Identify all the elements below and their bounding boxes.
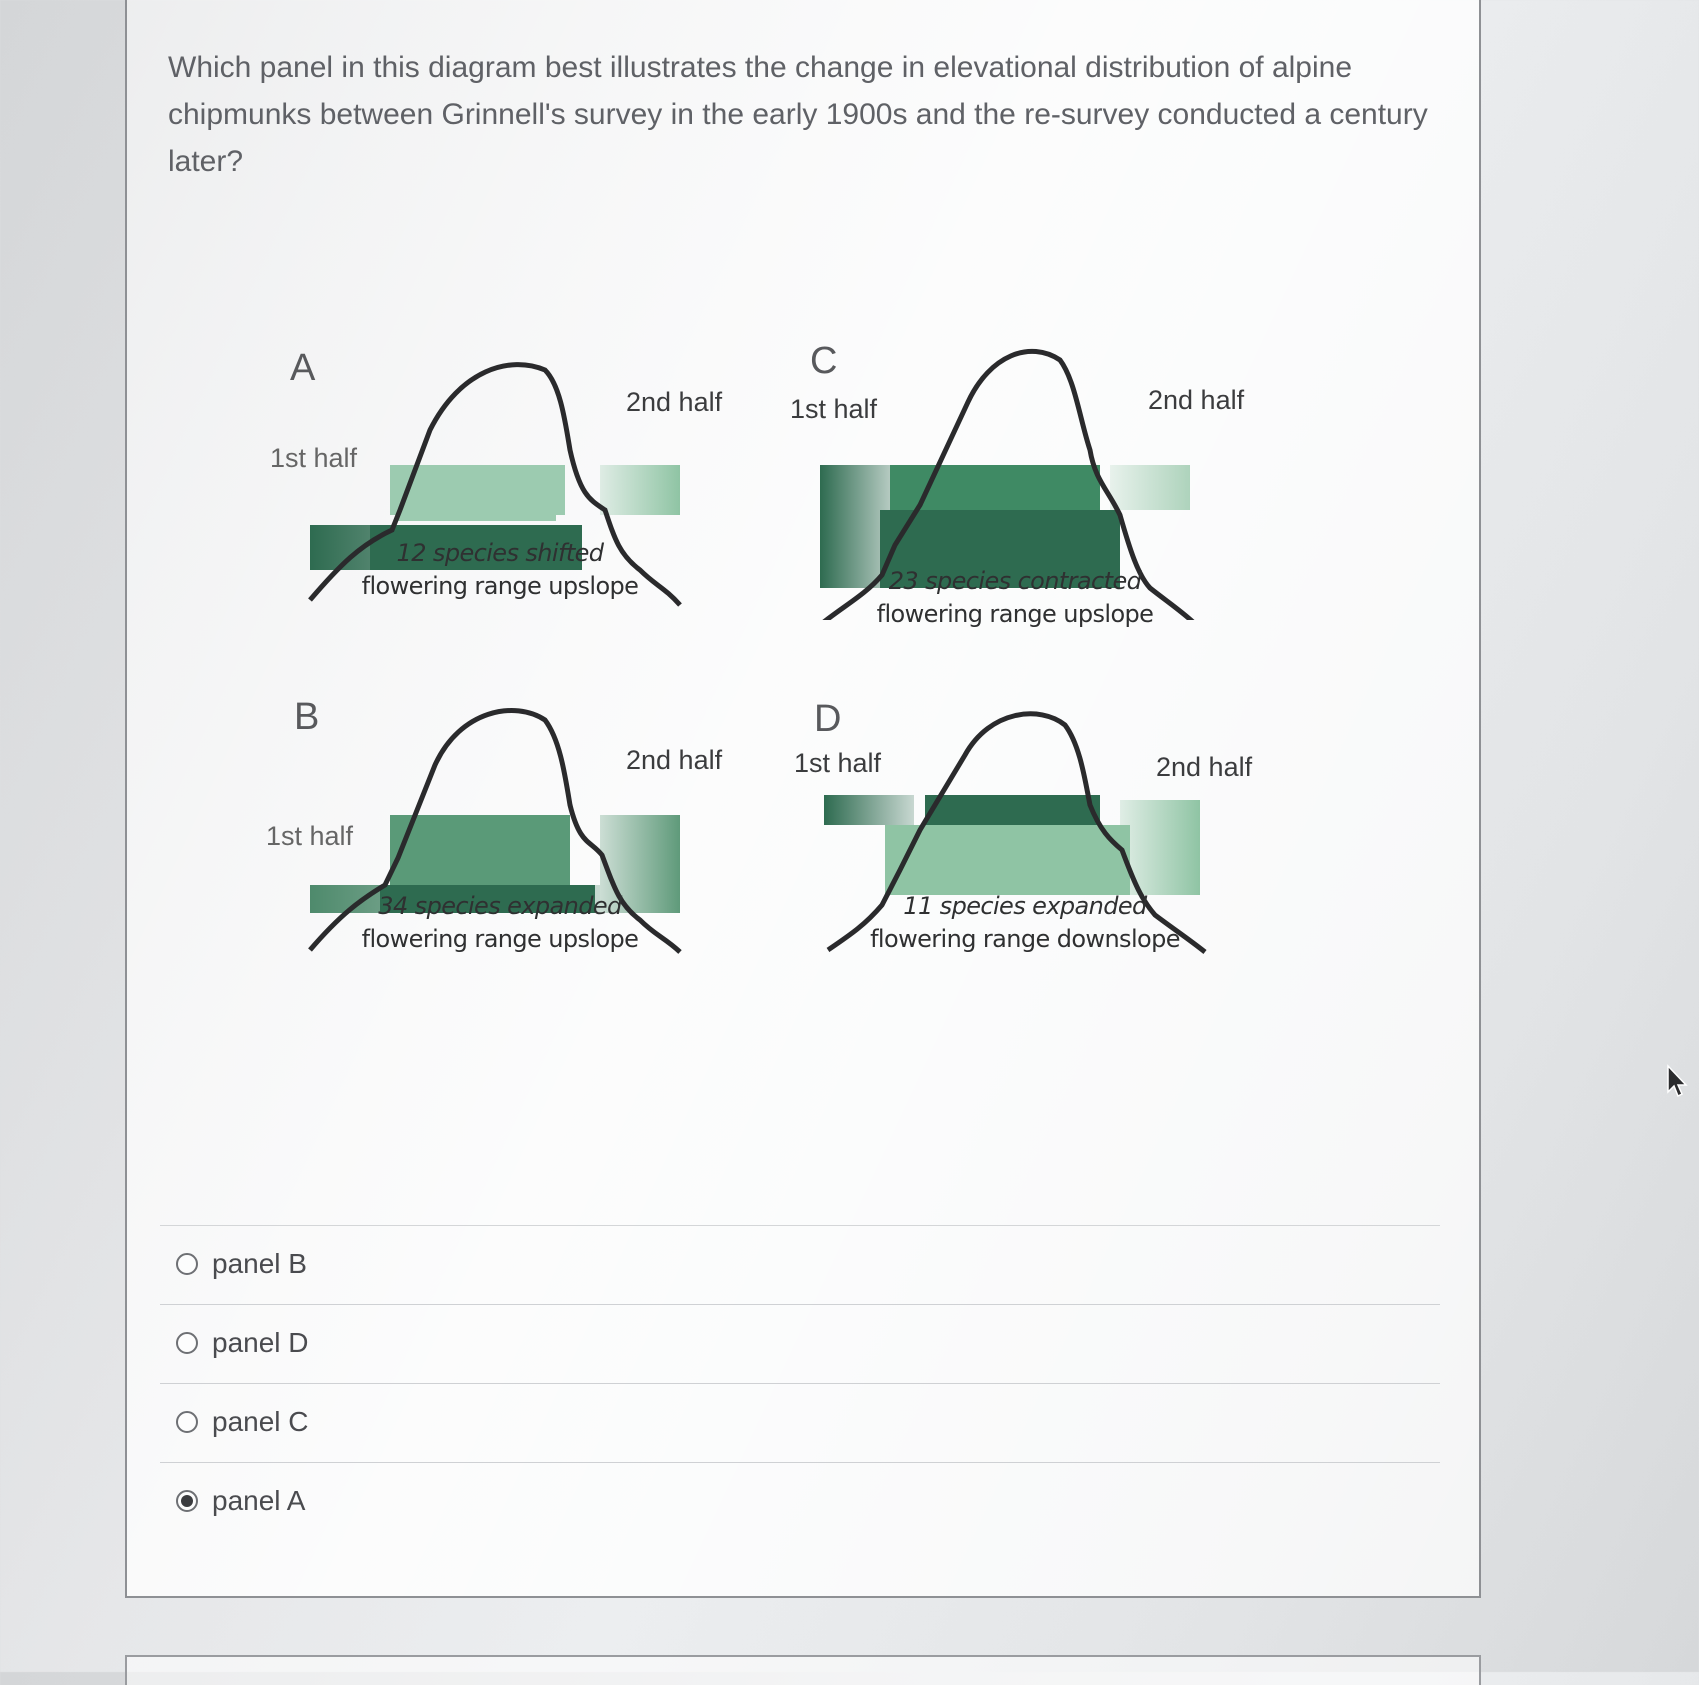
radio-button[interactable] <box>176 1411 198 1433</box>
option-panel-c[interactable] <box>160 1383 1440 1462</box>
option-label[interactable]: panel C <box>212 1406 309 1437</box>
panel-caption <box>350 890 650 956</box>
answer-options <box>160 1225 1440 1541</box>
panel-letter: B <box>294 696 320 738</box>
question-text: Which panel in this diagram best illustrates the change in elevational distribution of alpine chipmunks between Grinnell's survey in the early 1900s and the re-survey conducted a century later? <box>168 51 1428 178</box>
first-half-label: 1st half <box>266 821 354 851</box>
panel-letter: C <box>810 340 838 382</box>
option-label[interactable]: panel A <box>212 1485 306 1516</box>
second-half-label: 2nd half <box>1156 752 1253 782</box>
first-half-label: 1st half <box>790 394 878 424</box>
panel-d <box>790 690 1350 1030</box>
second-half-label: 2nd half <box>626 387 723 417</box>
panel-caption <box>865 890 1185 956</box>
option-label[interactable]: panel B <box>212 1248 307 1279</box>
panel-letter: A <box>290 347 316 389</box>
figure-diagram <box>266 330 1370 1030</box>
caption-line-1: 12 species shifted <box>396 539 604 567</box>
caption-line-1: 34 species expanded <box>378 892 622 920</box>
mouse-pointer-icon <box>1666 1064 1692 1100</box>
caption-line-2: flowering range downslope <box>870 925 1180 953</box>
option-label[interactable]: panel D <box>212 1327 309 1358</box>
caption-line-2: flowering range upslope <box>876 600 1154 628</box>
panel-c <box>790 320 1350 660</box>
second-half-label: 2nd half <box>626 745 723 775</box>
option-panel-b[interactable] <box>160 1225 1440 1304</box>
first-half-label: 1st half <box>794 748 882 778</box>
panel-a <box>270 330 830 670</box>
radio-button-selected[interactable] <box>176 1490 198 1512</box>
panel-caption <box>350 537 650 603</box>
caption-line-2: flowering range upslope <box>361 572 639 600</box>
radio-button[interactable] <box>176 1253 198 1275</box>
option-panel-a[interactable] <box>160 1462 1440 1541</box>
second-half-label: 2nd half <box>1148 385 1245 415</box>
panel-letter: D <box>814 698 842 740</box>
caption-line-1: 23 species contracted <box>888 567 1142 595</box>
panel-b <box>266 690 830 1030</box>
first-half-label: 1st half <box>270 443 358 473</box>
panel-caption <box>865 565 1165 631</box>
caption-line-2: flowering range upslope <box>361 925 639 953</box>
caption-line-1: 11 species expanded <box>903 892 1147 920</box>
radio-button[interactable] <box>176 1332 198 1354</box>
option-panel-d[interactable] <box>160 1304 1440 1383</box>
next-question-card-edge <box>125 1655 1481 1685</box>
